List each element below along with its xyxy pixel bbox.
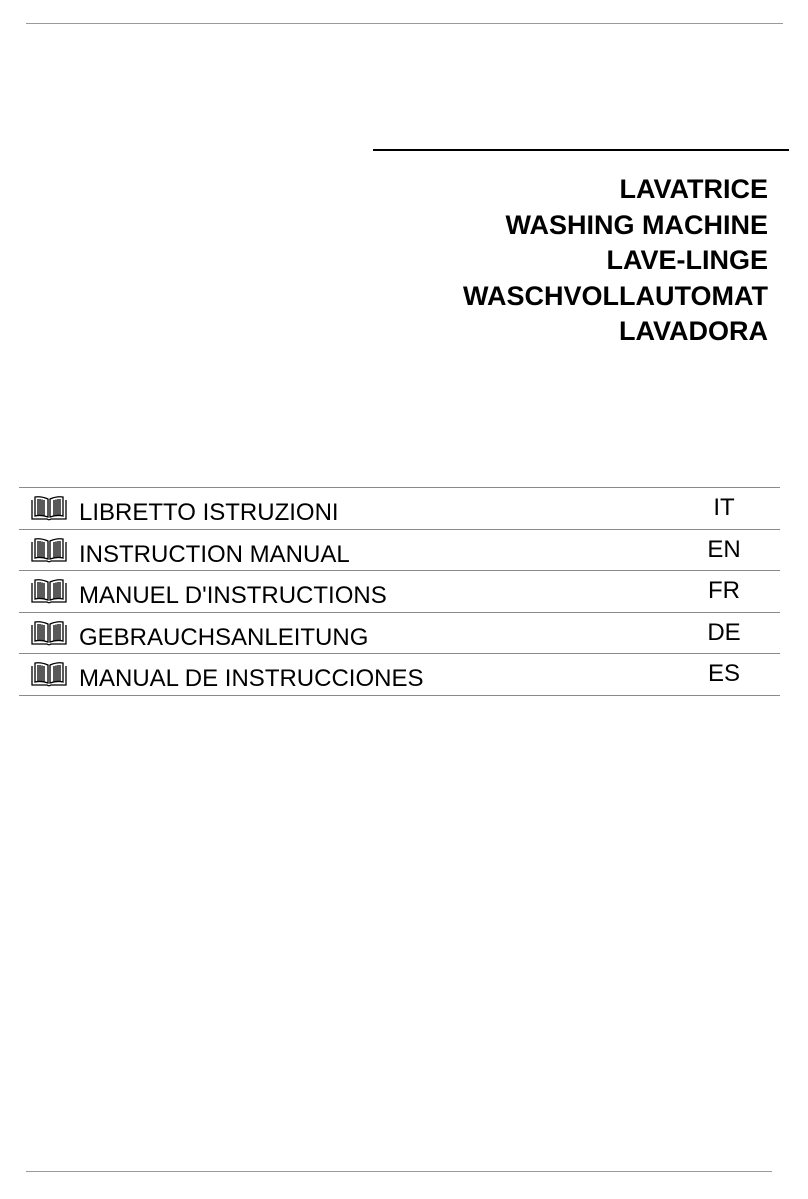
- language-row-de[interactable]: [19, 612, 780, 654]
- language-label: GEBRAUCHSANLEITUNG: [79, 623, 369, 651]
- open-book-icon: [30, 494, 68, 522]
- title-rule: [373, 149, 789, 151]
- title-it: LAVATRICE: [619, 174, 768, 204]
- title-en: WASHING MACHINE: [505, 209, 768, 240]
- title-de: WASCHVOLLAUTOMAT: [463, 280, 768, 311]
- top-divider: [26, 23, 783, 24]
- language-code: ES: [707, 660, 740, 687]
- language-row-es[interactable]: [19, 653, 780, 696]
- open-book-icon: [30, 577, 68, 605]
- language-table: [19, 487, 780, 696]
- language-code: FR: [708, 577, 740, 604]
- bottom-divider: [26, 1171, 772, 1172]
- product-titles: [348, 172, 768, 350]
- language-code: DE: [707, 618, 741, 646]
- language-label: MANUEL D'INSTRUCTIONS: [79, 582, 387, 609]
- title-fr: LAVE-LINGE: [606, 245, 768, 275]
- open-book-icon: [30, 619, 68, 647]
- language-label: MANUAL DE INSTRUCCIONES: [79, 665, 424, 692]
- language-row-fr[interactable]: [19, 570, 780, 612]
- language-code: EN: [707, 535, 741, 563]
- title-es: LAVADORA: [619, 316, 768, 346]
- language-code: IT: [713, 494, 735, 521]
- language-label: LIBRETTO ISTRUZIONI: [79, 499, 339, 526]
- language-row-it[interactable]: [19, 487, 780, 529]
- language-row-en[interactable]: [19, 529, 780, 571]
- language-label: INSTRUCTION MANUAL: [79, 540, 350, 568]
- open-book-icon: [30, 660, 68, 688]
- open-book-icon: [30, 536, 68, 564]
